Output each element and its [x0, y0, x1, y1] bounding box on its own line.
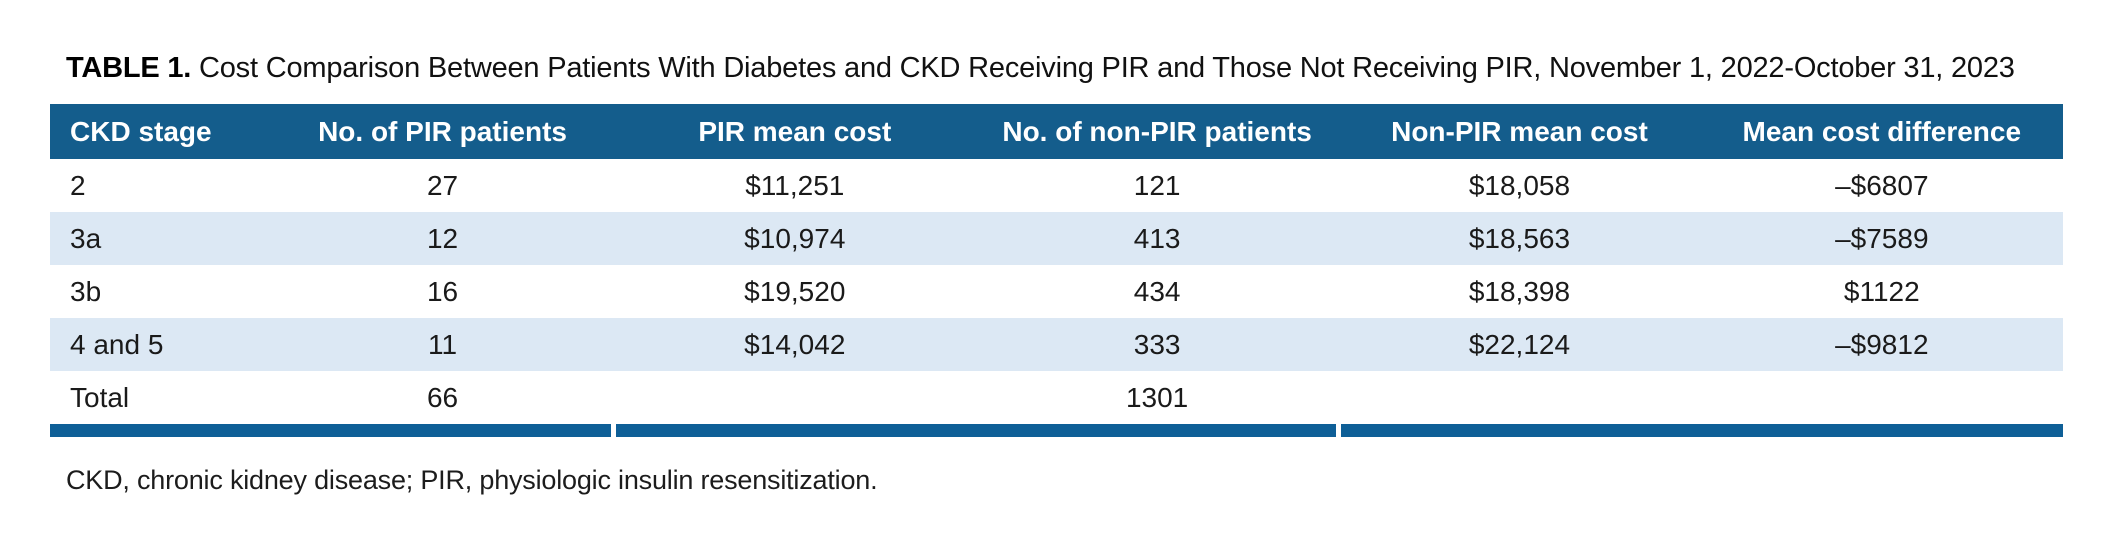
table-bottom-bar	[50, 424, 2063, 437]
col-header-pir-patients: No. of PIR patients	[271, 104, 613, 159]
cell-mean-cost-difference: –$9812	[1701, 318, 2063, 371]
cell-total-non-pir-patients: 1301	[1125, 381, 1189, 413]
cost-comparison-table	[50, 104, 2063, 437]
cell-pir-mean-cost: $11,251	[745, 169, 845, 201]
cell-non-pir-mean-cost: $18,058	[1468, 169, 1571, 201]
bottom-bar-segment	[614, 424, 1339, 437]
table-row-total	[50, 371, 2063, 424]
col-header-non-pir-mean-cost: Non-PIR mean cost	[1338, 104, 1700, 159]
cell-pir-patients: 27	[426, 169, 459, 201]
table-title-label: TABLE 1.	[66, 52, 192, 84]
cell-non-pir-mean-cost: $22,124	[1338, 318, 1700, 371]
cell-mean-cost-difference: –$6807	[1835, 169, 1929, 201]
table-title-text: Cost Comparison Between Patients With Diabetes and CKD Receiving PIR and Those Not Receiving PIR, November 1, 2022-October 31, 2023	[199, 52, 2015, 84]
cell-non-pir-patients: 121	[1133, 169, 1181, 201]
cell-mean-cost-difference: –$7589	[1701, 212, 2063, 265]
cell-non-pir-patients: 434	[1133, 275, 1181, 307]
cell-total-mean-cost-difference	[1701, 371, 2063, 424]
cell-non-pir-patients: 413	[976, 212, 1338, 265]
cell-non-pir-mean-cost: $18,563	[1338, 212, 1700, 265]
cell-stage: 4 and 5	[50, 318, 271, 371]
cell-pir-patients: 16	[426, 275, 459, 307]
table-row-stage-3b	[50, 265, 2063, 318]
cell-pir-mean-cost: $10,974	[614, 212, 976, 265]
header-row	[50, 104, 2063, 159]
table-title	[66, 50, 2113, 86]
cell-total-pir-patients: 66	[426, 381, 459, 413]
col-header-mean-cost-difference: Mean cost difference	[1701, 104, 2063, 159]
cell-stage: 3a	[50, 212, 271, 265]
cell-non-pir-patients: 333	[976, 318, 1338, 371]
cell-stage: 2	[70, 169, 86, 201]
col-header-non-pir-patients: No. of non-PIR patients	[976, 104, 1338, 159]
cell-pir-mean-cost: $19,520	[744, 275, 846, 307]
cell-total-non-pir-mean-cost	[1338, 371, 1700, 424]
col-header-ckd-stage: CKD stage	[50, 104, 271, 159]
table-row-stage-2	[50, 159, 2063, 212]
col-header-pir-mean-cost: PIR mean cost	[614, 104, 976, 159]
bottom-bar-segment	[1338, 424, 2063, 437]
cell-pir-mean-cost: $14,042	[614, 318, 976, 371]
table-row-stage-3a	[50, 212, 2063, 265]
cell-pir-patients: 11	[271, 318, 613, 371]
cell-total-label: Total	[70, 381, 130, 413]
cell-stage: 3b	[70, 275, 102, 307]
table-row-stage-4-5	[50, 318, 2063, 371]
cell-total-pir-mean-cost	[614, 371, 976, 424]
cell-mean-cost-difference: $1122	[1843, 275, 1920, 307]
table-footnote: CKD, chronic kidney disease; PIR, physiologic insulin resensitization.	[66, 465, 878, 495]
cell-pir-patients: 12	[271, 212, 613, 265]
bottom-bar-segment	[50, 424, 614, 437]
cell-non-pir-mean-cost: $18,398	[1468, 275, 1571, 307]
